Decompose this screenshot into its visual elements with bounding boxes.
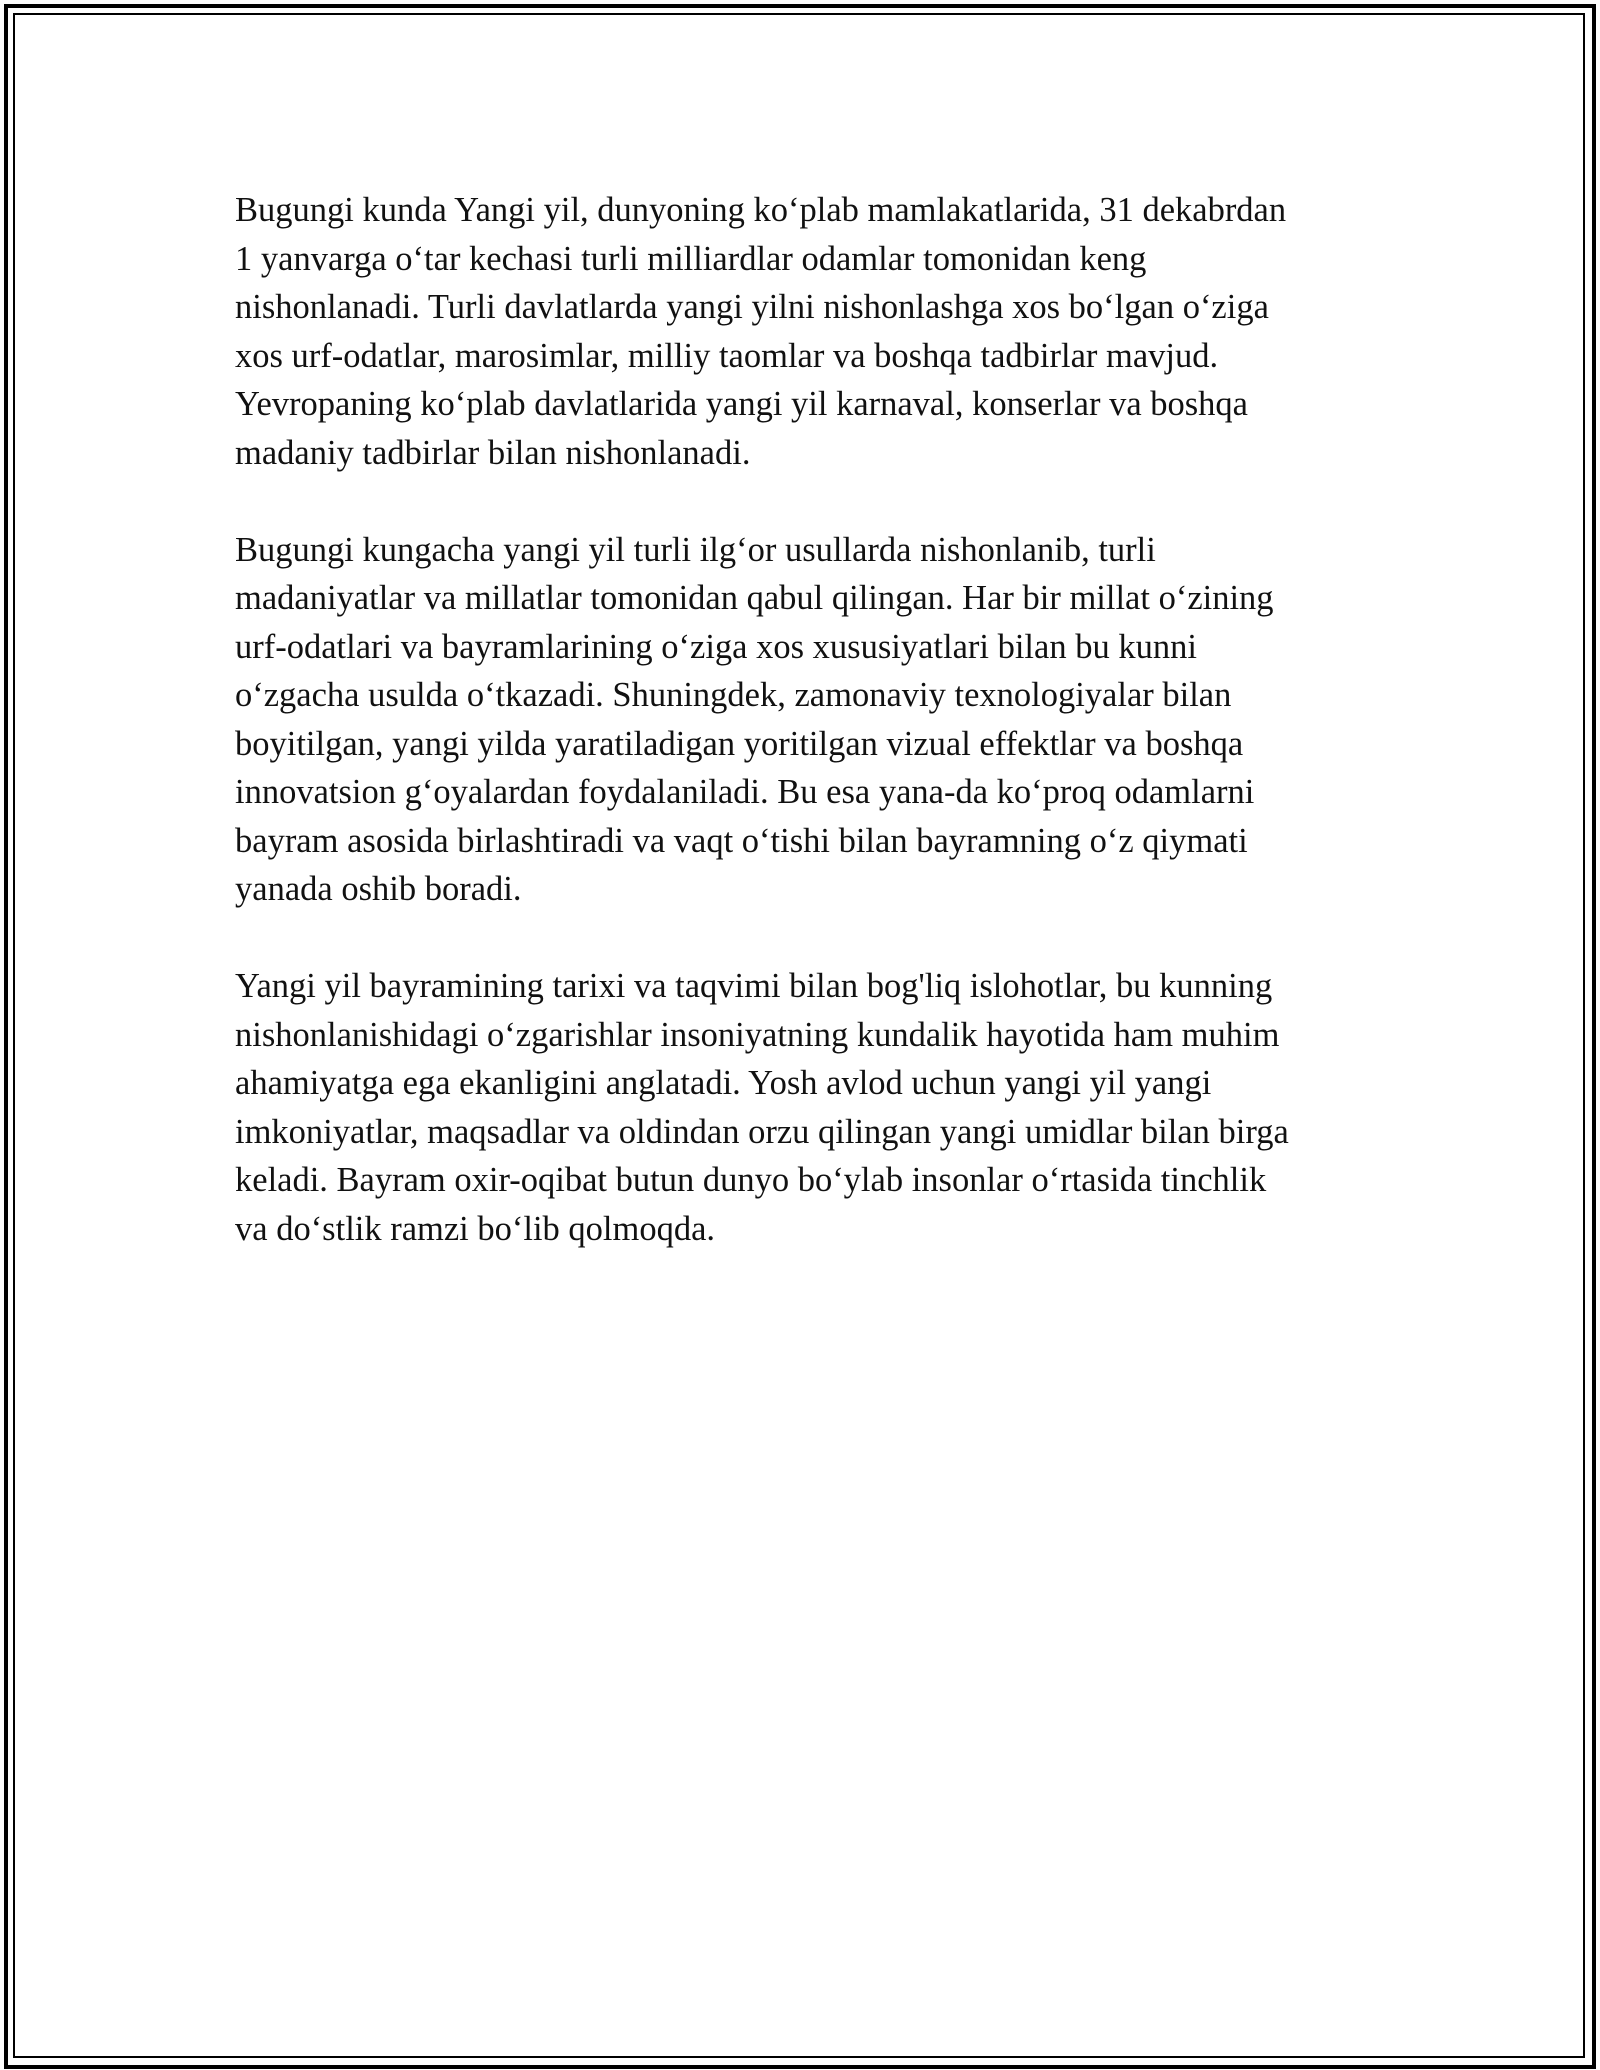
text-line: Bugungi kungacha yangi yil turli ilg‘or usullarda nishonlanib, turli — [235, 530, 1156, 569]
text-line: xos urf-odatlar, marosimlar, milliy taomlar va boshqa tadbirlar mavjud. — [235, 336, 1219, 375]
text-line: o‘zgacha usulda o‘tkazadi. Shuningdek, zamonaviy texnologiyalar bilan — [235, 676, 1232, 714]
paragraph-2 — [235, 526, 1365, 914]
text-line: Yevropaning ko‘plab davlatlarida yangi yil karnaval, konserlar va boshqa — [235, 385, 1248, 423]
text-line: imkoniyatlar, maqsadlar va oldindan orzu qilingan yangi umidlar bilan birga — [235, 1112, 1289, 1151]
text-line: Yangi yil bayramining tarixi va taqvimi bilan bog'liq islohotlar, bu kunning — [235, 967, 1273, 1005]
paragraph-1 — [235, 186, 1365, 477]
text-line: keladi. Bayram oxir-oqibat butun dunyo bo‘ylab insonlar o‘rtasida tinchlik — [235, 1161, 1267, 1199]
text-line: 1 yanvarga o‘tar kechasi turli milliardlar odamlar tomonidan keng — [235, 239, 1147, 278]
text-line: innovatsion g‘oyalardan foydalaniladi. Bu esa yana-da ko‘proq odamlarni — [235, 773, 1255, 811]
text-line: boyitilgan, yangi yilda yaratiladigan yoritilgan vizual effektlar va boshqa — [235, 724, 1244, 763]
document-body — [235, 186, 1365, 1302]
text-line: ahamiyatga ega ekanligini anglatadi. Yosh avlod uchun yangi yil yangi — [235, 1064, 1212, 1102]
text-line: nishonlanadi. Turli davlatlarda yangi yilni nishonlashga xos bo‘lgan o‘ziga — [235, 288, 1269, 326]
text-line: bayram asosida birlashtiradi va vaqt o‘tishi bilan bayramning o‘z qiymati — [235, 821, 1248, 860]
text-line: va do‘stlik ramzi bo‘lib qolmoqda. — [235, 1209, 716, 1248]
text-line: urf-odatlari va bayramlarining o‘ziga xos xususiyatlari bilan bu kunni — [235, 627, 1197, 666]
text-line: nishonlanishidagi o‘zgarishlar insoniyatning kundalik hayotida ham muhim — [235, 1015, 1280, 1054]
text-line: Bugungi kunda Yangi yil, dunyoning ko‘plab mamlakatlarida, 31 dekabrdan — [235, 191, 1287, 229]
paragraph-3 — [235, 962, 1365, 1253]
text-line: madaniyatlar va millatlar tomonidan qabul qilingan. Har bir millat o‘zining — [235, 579, 1274, 617]
text-line: madaniy tadbirlar bilan nishonlanadi. — [235, 433, 751, 472]
text-line: yanada oshib boradi. — [235, 870, 522, 908]
